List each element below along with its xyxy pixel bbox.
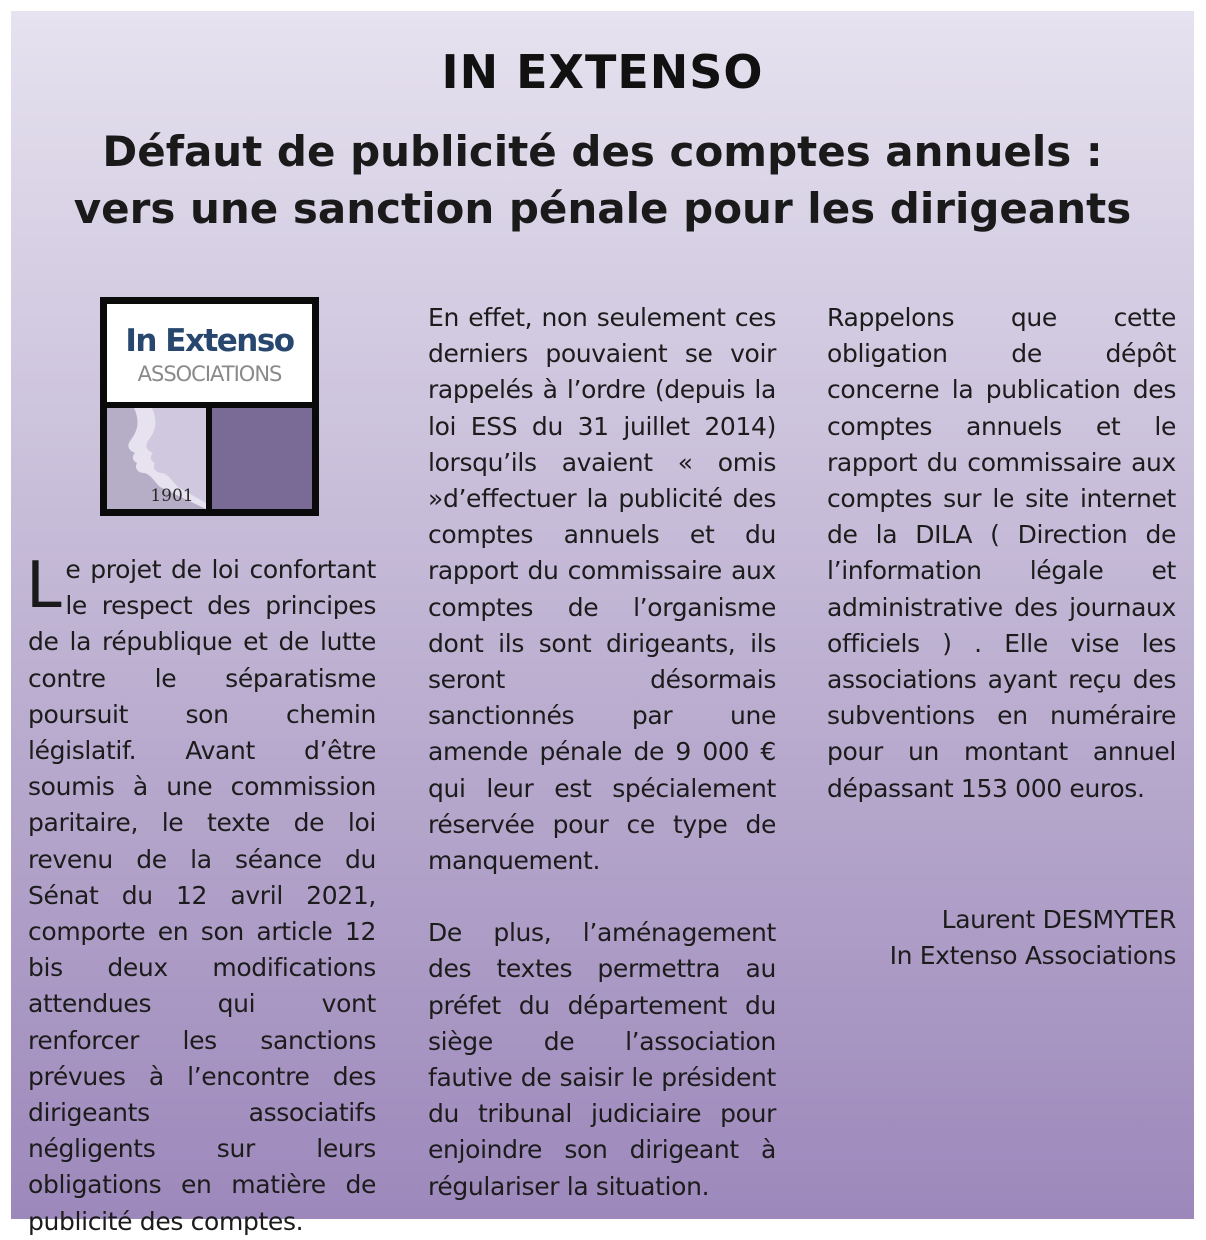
article-column-3	[827, 300, 1176, 807]
column-1-paragraph	[26, 549, 376, 1240]
logo-sub-text: ASSOCIATIONS	[137, 362, 282, 386]
headline-line-1: Défaut de publicité des comptes annuels :	[102, 127, 1103, 176]
article-column-2	[428, 300, 776, 1205]
signature-organization: In Extenso Associations	[889, 941, 1176, 970]
in-extenso-associations-logo	[100, 297, 319, 516]
article-panel	[11, 11, 1194, 1236]
logo-name-text: In Extenso	[125, 323, 294, 359]
drop-cap: L	[26, 549, 62, 623]
headline-line-2: vers une sanction pénale pour les dirigeants	[73, 184, 1132, 233]
article-signature	[827, 902, 1176, 974]
column-2-paragraph-2: De plus, l’aménagement des textes permettra au préfet du département du siège de l’association fautive de saisir le président du tribunal judiciaire pour enjoindre son dirigeant à régulariser la situation.	[428, 918, 776, 1201]
article-column-1	[26, 549, 376, 1240]
section-kicker: IN EXTENSO	[441, 45, 764, 99]
article-headline	[11, 123, 1194, 237]
column-3-paragraph: Rappelons que cette obligation de dépôt concerne la publication des comptes annuels et le rapport du commissaire aux comptes sur le site internet de la DILA ( Direction de l’information légale et administrative des journaux officiels ) . Elle vise les associations ayant reçu des subventions en numéraire pour un montant annuel dépassant 153 000 euros.	[827, 303, 1176, 803]
column-2-paragraph-1: En effet, non seulement ces derniers pouvaient se voir rappelés à l’ordre (depuis la loi ESS du 31 juillet 2014) lorsqu’ils avaient « omis »d’effectuer la publicité des comptes annuels et du rapport du commissaire aux comptes de l’organisme dont ils sont dirigeants, ils seront désormais sanctionnés par une amende pénale de 9 000 € qui leur est spécialement réservée pour ce type de manquement.	[428, 303, 776, 876]
signature-author: Laurent DESMYTER	[941, 905, 1176, 934]
column-1-paragraph-text: e projet de loi confortant le respect des principes de la république et de lutte contre le séparatisme poursuit son chemin législatif. Avant d’être soumis à une commission paritaire, le texte de loi revenu de la séance du Sénat du 12 avril 2021, comporte en son article 12 bis deux modifications attendues qui vont renforcer les sanctions prévues à l’encontre des dirigeants associatifs négligents sur leurs obligations en matière de publicité des comptes.	[28, 555, 376, 1236]
logo-year-text: 1901	[150, 486, 194, 506]
